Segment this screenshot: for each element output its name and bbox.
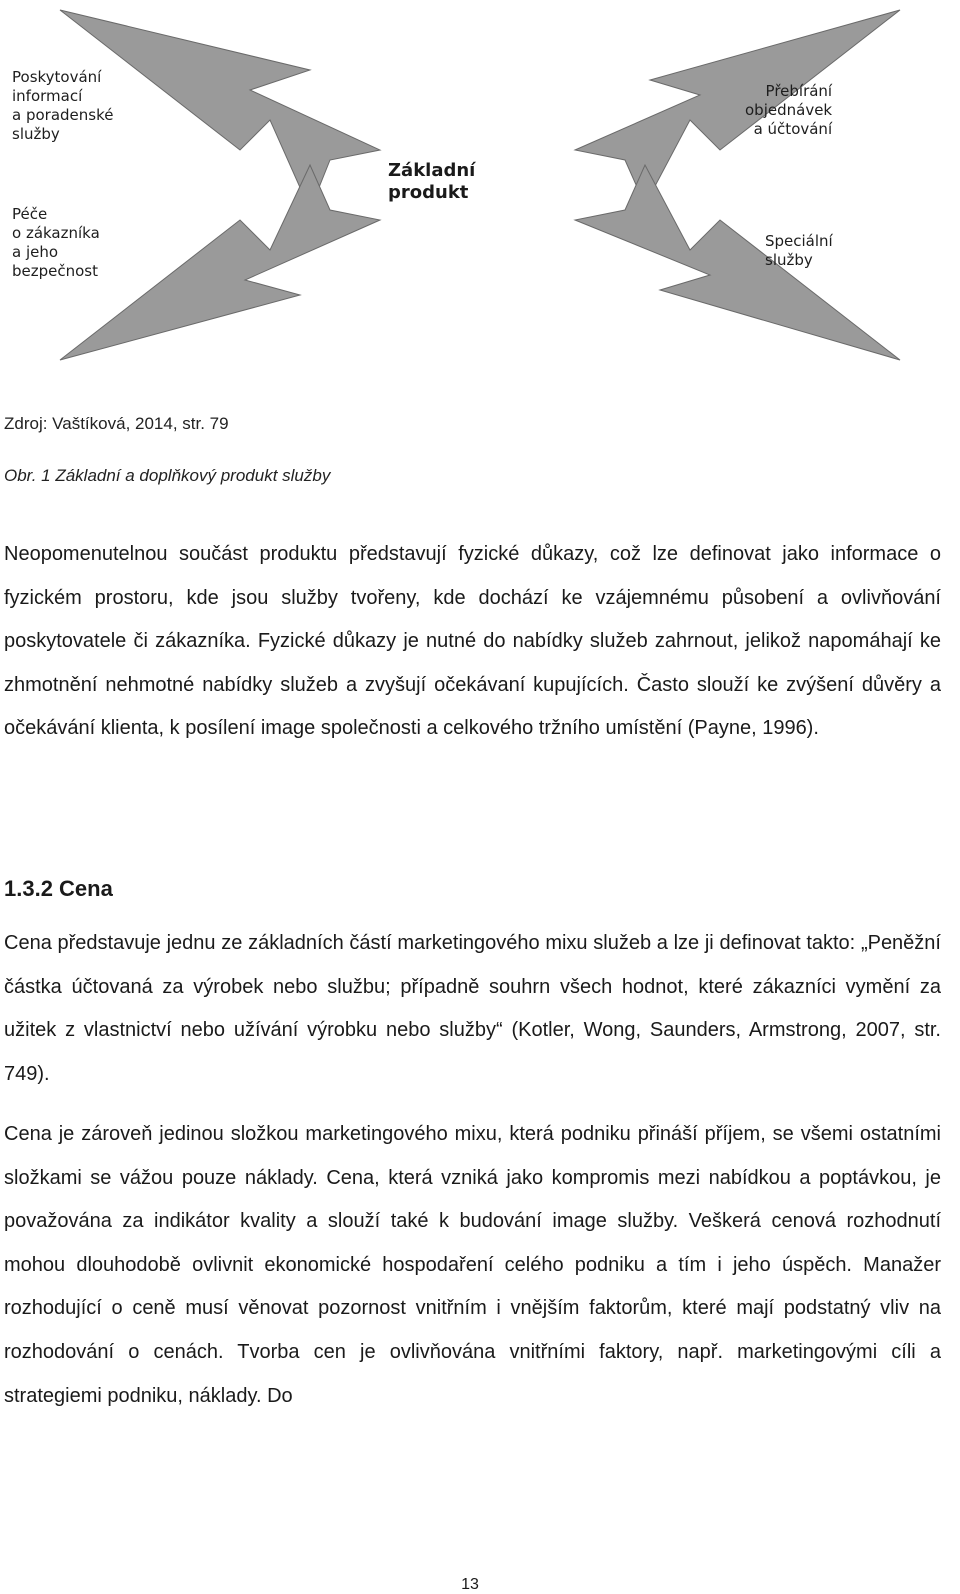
paragraph-price-role: Cena je zároveň jedinou složkou marketingového mixu, která podniku přináší příjem, se všemi ostatními složkami se vážou pouze náklady. Cena, která vzniká jako kompromis mezi nabídkou a poptávkou, je považována za indikátor kvality a slouží také k budování image služby. Veškerá cenová rozhodnutí mohou dlouhodobě ovlivnit ekonomické hospodaření celého podniku a tím i jeho úspěch. Manažer rozhodující o ceně musí věnovat pozornost vnitřním i vnějším faktorům, které mají podstatný vliv na rozhodování o cenách. Tvorba cen je ovlivňována vnitřními faktory, např. marketingovými cíli a strategiemi podniku, náklady. Do [4,1123,941,1407]
figure-caption: Obr. 1 Základní a doplňkový produkt služby [4,466,331,485]
label-information-and-advice: Poskytování informací a poradenské služby [12,68,114,143]
label-basic-product: Základní produkt [388,160,476,203]
label-special-services: Speciální služby [765,232,833,269]
paragraph-physical-evidence: Neopomenutelnou součást produktu představují fyzické důkazy, což lze definovat jako informace o fyzickém prostoru, kde jsou služby tvořeny, kde dochází ke vzájemnému působení a ovlivňování poskytovatele či zákazníka. Fyzické důkazy je nutné do nabídky služeb zahrnout, jelikož napomáhají ke zhmotnění nehmotné nabídky služeb a zvyšují očekávaní kupujících. Často slouží ke zvýšení důvěry a očekávání klienta, k posílení image společnosti a celkového tržního umístění (Payne, 1996). [4,543,941,740]
arm-bottom-right [575,165,900,360]
star-diagram [0,0,960,370]
figure-source: Zdroj: Vaštíková, 2014, str. 79 [4,414,229,433]
label-orders-and-billing: Přebírání objednávek a účtování [745,82,833,138]
label-customer-care: Péče o zákazníka a jeho bezpečnost [12,205,100,280]
page-number: 13 [461,1576,479,1593]
paragraph-price-definition: Cena představuje jednu ze základních částí marketingového mixu služeb a lze ji definovat takto: „Peněžní částka účtovaná za výrobek nebo službu; případně souhrn všech hodnot, které zákazníci vymění za užitek z vlastnictví nebo užívání výrobku nebo služby“ (Kotler, Wong, Saunders, Armstrong, 2007, str. 749). [4,932,941,1085]
figure-basic-and-supplementary-product [0,0,960,370]
section-heading-price: 1.3.2 Cena [4,876,113,901]
arm-bottom-left [60,165,380,360]
arm-top-right [575,10,900,205]
